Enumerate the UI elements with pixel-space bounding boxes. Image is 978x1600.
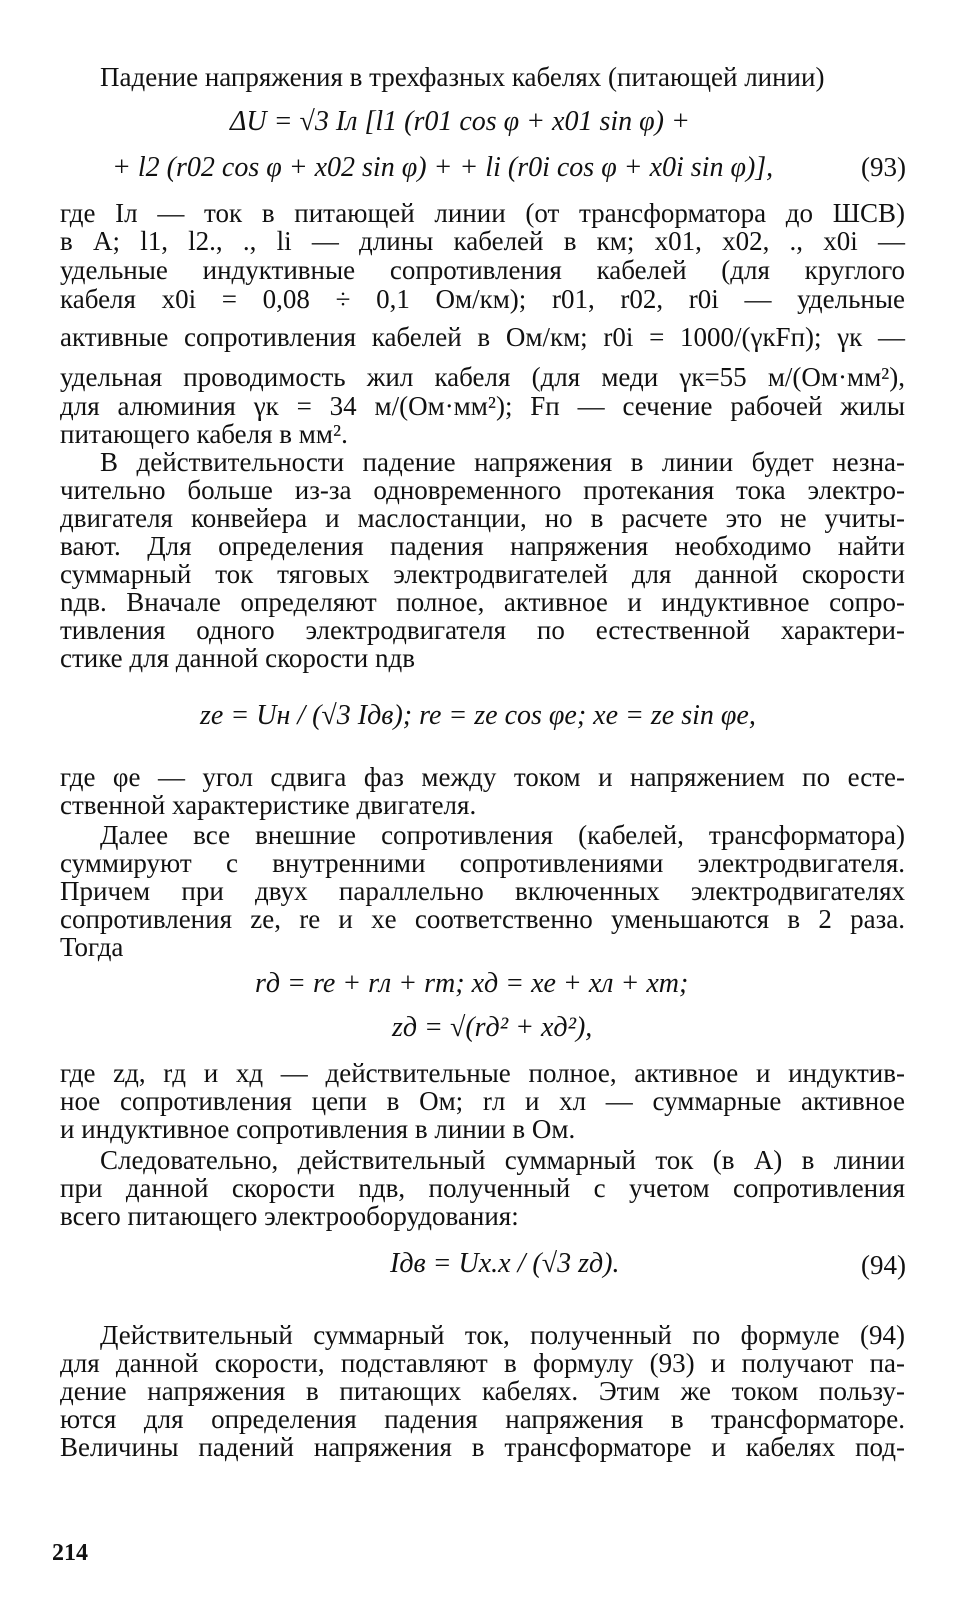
equation-94: Iдв = Uх.х / (√3 zд). (390, 1248, 620, 1279)
where-line: и индуктивное сопротивления в линии в Ом. (60, 1114, 576, 1144)
where-line: где φe — угол сдвига фаз между током и напряжением по есте- (60, 762, 905, 792)
equation-ze: ze = Uн / (√3 Iдв); re = ze cos φe; xe = ze sin φe, (200, 700, 756, 731)
where-line: ное сопротивления цепи в Ом; rл и xл — суммарные активное (60, 1086, 905, 1116)
paragraph-line: для данной скорости, подставляют в формулу (93) и получают па- (60, 1348, 905, 1378)
paragraph-line: В действительности падение напряжения в линии будет незна- (100, 447, 905, 477)
paragraph-intro: Падение напряжения в трехфазных кабелях (питающей линии) (100, 62, 825, 92)
paragraph-line: nдв. Вначале определяют полное, активное и индуктивное сопро- (60, 587, 905, 617)
where-line: питающего кабеля в мм². (60, 419, 348, 449)
paragraph-line: вают. Для определения падения напряжения необходимо найти (60, 531, 905, 561)
paragraph-line: ются для определения падения напряжения в трансформаторе. (60, 1404, 905, 1434)
paragraph-line: Действительный суммарный ток, полученный по формуле (94) (100, 1320, 905, 1350)
equation-rd-xd: rд = re + rл + rт; xд = xe + xл + xт; (255, 968, 689, 999)
equation-93-line2: + l2 (r02 cos φ + x02 sin φ) + + li (r0i cos φ + x0i sin φ)], (112, 152, 774, 183)
paragraph-line: дение напряжения в питающих кабелях. Этим же током пользу- (60, 1376, 905, 1406)
equation-zd: zд = √(rд² + xд²), (392, 1012, 593, 1043)
paragraph-line: суммируют с внутренними сопротивлениями электродвигателя. (60, 848, 905, 878)
equation-94-number: (94) (861, 1250, 906, 1280)
page-number: 214 (52, 1540, 88, 1566)
paragraph-line: суммарный ток тяговых электродвигателей для данной скорости (60, 559, 905, 589)
where-line: для алюминия γк = 34 м/(Ом·мм²); Fп — сечение рабочей жилы (60, 391, 905, 421)
paragraph-line: сопротивления ze, re и xe соответственно уменьшаются в 2 раза. (60, 904, 905, 934)
paragraph-line: Причем при двух параллельно включенных электродвигателях (60, 876, 905, 906)
paragraph-line: Далее все внешние сопротивления (кабелей, трансформатора) (100, 820, 905, 850)
paragraph-line: при данной скорости nдв, полученный с учетом сопротивления (60, 1173, 905, 1203)
where-line: ственной характеристике двигателя. (60, 790, 477, 820)
paragraph-line: всего питающего электрооборудования: (60, 1201, 519, 1231)
equation-93-line1: ΔU = √3 Iл [l1 (r01 cos φ + x01 sin φ) + (230, 106, 690, 137)
paragraph-line: чительно больше из-за одновременного протекания тока электро- (60, 475, 905, 505)
paragraph-line: стике для данной скорости nдв (60, 643, 415, 673)
where-line: в А; l1, l2., ., li — длины кабелей в км; x01, x02, ., x0i — (60, 226, 905, 256)
where-line: где zд, rд и xд — действительные полное, активное и индуктив- (60, 1058, 905, 1088)
equation-93-number: (93) (861, 152, 906, 182)
where-line: где Iл — ток в питающей линии (от трансформатора до ШСВ) (60, 198, 905, 228)
where-line: активные сопротивления кабелей в Ом/км; r0i = 1000/(γкFп); γк — (60, 322, 905, 352)
paragraph-line: тивления одного электродвигателя по естественной характери- (60, 615, 905, 645)
where-line: удельные индуктивные сопротивления кабелей (для круглого (60, 255, 905, 285)
where-line: удельная проводимость жил кабеля (для меди γк=55 м/(Ом·мм²), (60, 362, 905, 392)
paragraph-line: Следовательно, действительный суммарный ток (в А) в линии (100, 1145, 905, 1175)
where-line: кабеля x0i = 0,08 ÷ 0,1 Ом/км); r01, r02, r0i — удельные (60, 284, 905, 314)
paragraph-line: Тогда (60, 932, 124, 962)
paragraph-line: двигателя конвейера и маслостанции, но в расчете это не учиты- (60, 503, 905, 533)
paragraph-line: Величины падений напряжения в трансформаторе и кабелях под- (60, 1432, 905, 1462)
